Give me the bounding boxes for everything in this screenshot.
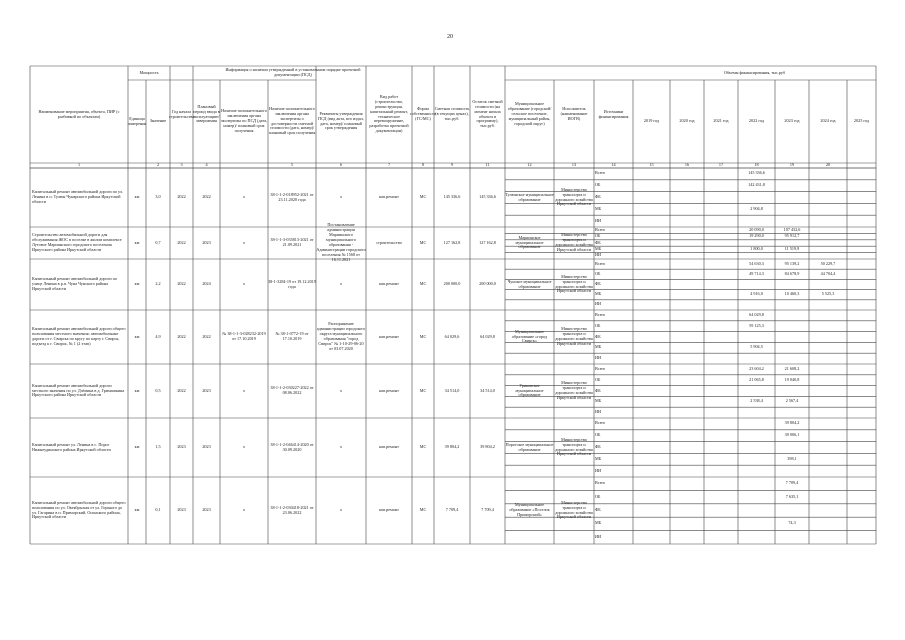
row-source: Всего xyxy=(595,420,606,426)
row-source: МБ xyxy=(595,344,602,350)
row-finance-value: 49 714,3 xyxy=(749,270,764,276)
header-year: 2022 год xyxy=(748,118,765,124)
row-estimate-cost: 34 514,0 xyxy=(444,387,460,393)
row-source: ФБ xyxy=(595,239,601,245)
row-estimate: 38-1-1-2-030418-2021 от 23.06.2022 xyxy=(270,504,314,515)
row-estimate-cost: 39 804,2 xyxy=(444,444,460,450)
row-finance-value: 59 125,3 xyxy=(749,322,764,328)
row-expertise: х xyxy=(242,444,246,450)
row-name: Строительство автомобильной дороги для обслуживания ЖОС в поселке в жилом комплексе Лутовое Мариинского городского поселения Иркутского района Иркутской области xyxy=(32,232,122,252)
row-end-year: 2023 xyxy=(202,444,211,450)
row-value: 1,5 xyxy=(155,444,161,450)
row-remaining-cost: 127 162,8 xyxy=(479,239,496,245)
row-estimate-cost: 127 162,8 xyxy=(443,239,461,245)
header-pd-expertise: Наличие положительного заключения органа экспертизы по ПСД (дата, номер)/ плановый срок получения xyxy=(220,108,268,133)
row-estimate: 38-1-1-2-030227-2022 от 08.06.2022 xyxy=(270,385,314,395)
row-source: ФБ xyxy=(595,333,601,339)
row-name: Капитальный ремонт автомобильной дороги общего пользования местного значения: автомобильные дороги от г. Свирска по кругу по карту г. Свирск, подъезд к г. Свирск, № 1 (2 этап) xyxy=(32,326,126,346)
row-finance-value: 2 567,4 xyxy=(785,398,799,404)
row-source: МБ xyxy=(595,455,602,461)
row-end-year: 2022 xyxy=(202,194,211,200)
row-estimate-cost: 200 000,0 xyxy=(443,281,461,287)
row-finance-value: 20 090,0 xyxy=(749,226,764,232)
row-ownership: МС xyxy=(419,507,427,513)
row-remaining-cost: 39 804,2 xyxy=(480,444,495,450)
row-estimate-cost: 64 029,6 xyxy=(444,333,460,339)
column-number: 18 xyxy=(754,162,759,168)
column-number: 6 xyxy=(339,162,343,168)
row-end-year: 2023 xyxy=(202,387,211,393)
row-approval: х xyxy=(339,444,343,450)
column-number: 2 xyxy=(156,162,160,168)
header-plan-period: Плановый период ввода в эксплуатацию/ завершения xyxy=(193,103,220,124)
header-year: 2025 год xyxy=(853,118,870,124)
row-ownership: МС xyxy=(419,281,427,287)
row-estimate: 38-1-1-2-046414-2020 от 30.09.2020 xyxy=(270,441,314,452)
row-finance-value: 39 804,2 xyxy=(784,420,800,426)
row-source: Всего xyxy=(595,365,606,371)
row-source: ОБ xyxy=(595,233,601,239)
column-number: 11 xyxy=(485,162,490,168)
row-end-year: 2022 xyxy=(202,333,211,339)
row-finance-value: 4 916,0 xyxy=(750,291,763,297)
row-end-year: 2023 xyxy=(202,239,211,245)
row-approval: х xyxy=(339,281,343,287)
row-remaining-cost: 34 514,0 xyxy=(480,387,495,393)
row-source: ФБ xyxy=(595,444,601,450)
row-ownership: МС xyxy=(419,444,427,450)
row-start-year: 2022 xyxy=(177,387,186,393)
row-expertise: х xyxy=(242,281,246,287)
row-start-year: 2022 xyxy=(177,281,186,287)
column-number: 14 xyxy=(611,162,616,168)
row-finance-value: 84 678,9 xyxy=(784,270,800,276)
row-name: Капитальный ремонт автомобильной дороги местного значения по ул. Дзёмина в д. Гримашкина Иркутского района Иркутской области xyxy=(32,382,125,398)
row-finance-value: 21 065,8 xyxy=(749,376,764,382)
row-unit: км xyxy=(134,333,140,339)
header-pd-estimate: Наличие положительного заключения органа экспертизы о достоверности сметной стоимости (дата, номер)/ плановый срок получения xyxy=(268,105,316,136)
row-finance-value: 23 604,2 xyxy=(749,365,764,371)
row-executor: Министерство транспорта и дорожного хозяйства Иркутской области xyxy=(555,326,593,346)
header-name: Наименование мероприятия, объекта, ПИР (с разбивкой по объектам) xyxy=(38,108,120,119)
row-name: Капитальный ремонт ул. Ленина в с. Порог Нижнеудинского района Иркутской области xyxy=(32,441,111,452)
row-work-type: кап.ремонт xyxy=(379,444,399,450)
row-name: Капитальный ремонт автомобильной дороги общего пользования по ул. Октябрьская от ул. Горького до ул. Гагарина в п. Приморский, Осинского района, Иркутской области xyxy=(32,499,126,520)
row-source: ФБ xyxy=(595,507,601,513)
row-work-type: кап.ремонт xyxy=(379,507,399,513)
row-approval: Постановление администрации Мариинского муниципального образования - Администрации городского поселения № 1568 от 16.11.2021 xyxy=(316,222,366,262)
row-name: Капитальный ремонт автомобильной дороги по улице Ленина в р.п. Чуна Чунского района Иркутской области xyxy=(32,276,117,291)
row-municipality: Мариинское муниципальное образование xyxy=(515,234,544,250)
row-estimate: 38-1-1-2-018952-2021 от 23.11.2020 года xyxy=(270,191,314,202)
row-source: ОБ xyxy=(595,493,601,499)
row-municipality: Чунское муниципальное образование xyxy=(507,278,552,289)
row-source: Всего xyxy=(595,311,606,317)
row-expertise: № 38-1-1-3-028232-2019 от 17.10.2019 xyxy=(222,331,266,341)
row-expertise: х xyxy=(242,194,246,200)
row-remaining-cost: 7 709,4 xyxy=(481,507,494,513)
header-year: 2023 год xyxy=(784,118,800,124)
row-unit: км xyxy=(134,507,140,513)
row-unit: км xyxy=(134,194,140,200)
row-work-type: кап.ремонт xyxy=(379,387,399,393)
column-number: 13 xyxy=(571,162,577,168)
row-finance-value: 398,1 xyxy=(787,455,797,461)
row-remaining-cost: 145 336,6 xyxy=(479,194,496,200)
row-approval: х xyxy=(339,194,343,200)
row-finance-value: 7 709,4 xyxy=(785,480,799,486)
row-start-year: 2023 xyxy=(177,507,186,513)
row-finance-value: 44 704,4 xyxy=(820,270,836,276)
row-source: ИИ xyxy=(595,252,602,258)
header-year: 2019 год xyxy=(643,118,660,124)
column-number: 3 xyxy=(180,162,183,168)
row-ownership: МС xyxy=(419,239,427,245)
row-ownership: МС xyxy=(419,387,427,393)
row-value: 3,0 xyxy=(155,194,161,200)
row-municipality: Муниципальное образование «город Свирск» xyxy=(511,328,548,344)
row-source: ИИ xyxy=(595,355,602,361)
row-source: ФБ xyxy=(595,194,601,200)
row-unit: км xyxy=(134,444,140,450)
row-source: ОБ xyxy=(595,182,601,188)
column-number: 8 xyxy=(421,162,425,168)
row-source: ИИ xyxy=(595,467,602,473)
row-source: ИИ xyxy=(595,409,602,415)
column-number: 1 xyxy=(77,162,81,168)
header-source: Источники финансирования xyxy=(598,108,629,119)
row-finance-value: 1 800,0 xyxy=(750,245,763,251)
row-municipality: Уриковское муниципальное образование xyxy=(515,382,544,398)
row-value: 4,9 xyxy=(155,333,161,339)
row-source: МБ xyxy=(595,245,602,251)
row-source: МБ xyxy=(595,205,602,211)
header-year: 2020 год xyxy=(679,118,695,124)
row-municipality: Тулюнское муниципальное образование xyxy=(505,191,554,202)
row-source: ОБ xyxy=(595,376,601,382)
row-source: ОБ xyxy=(595,322,601,328)
row-source: ИИ xyxy=(595,533,602,539)
row-start-year: 2023 xyxy=(177,444,186,450)
row-executor: Министерство транспорта и дорожного хозяйства Иркутской области xyxy=(555,499,593,520)
row-end-year: 2024 xyxy=(202,281,211,287)
row-remaining-cost: 200 000,0 xyxy=(479,281,496,287)
row-work-type: кап.ремонт xyxy=(379,333,399,339)
row-executor: Министерство транспорта и дорожного хозяйства Иркутской области xyxy=(555,273,593,294)
row-executor: Министерство транспорта и дорожного хозяйства Иркутской области xyxy=(555,436,593,457)
row-finance-value: 10 460,3 xyxy=(784,291,800,297)
row-start-year: 2022 xyxy=(177,239,186,245)
row-ownership: МС xyxy=(419,333,427,339)
column-number: 4 xyxy=(205,162,208,168)
row-value: 0,5 xyxy=(155,387,161,393)
row-approval: Распоряжение администрации городского округа муниципального образования "город Свирск" № 1-10-29-06-20 от 03.07.2020 xyxy=(316,321,366,351)
row-finance-value: 19 290,0 xyxy=(749,233,764,239)
row-unit: км xyxy=(134,281,140,287)
row-source: МБ xyxy=(595,398,602,404)
row-value: 0,7 xyxy=(155,239,161,245)
column-number: 7 xyxy=(387,162,391,168)
row-work-type: кап.ремонт xyxy=(379,194,399,200)
row-approval: х xyxy=(339,507,343,513)
row-finance-value: 21 608,2 xyxy=(784,365,800,371)
header-year: 2024 год xyxy=(820,118,836,124)
row-executor: Министерство транспорта и дорожного хозяйства Иркутской области xyxy=(555,380,593,400)
row-work-type: строительство xyxy=(376,239,402,245)
header-power-unit: Единица измерения xyxy=(127,115,147,126)
header-work-type: Вид работ (строительство, реконструкция, капитальный ремонт, техническое перевооружение, разработка проектной документации) xyxy=(369,93,409,134)
row-source: ОБ xyxy=(595,432,601,438)
header-power-value: Значение xyxy=(149,118,167,124)
column-number: 16 xyxy=(684,162,690,168)
row-finance-value: 2 904,8 xyxy=(750,205,763,211)
row-executor: Министерство транспорта и дорожного хозяйства Иркутской области xyxy=(555,232,593,252)
row-source: МБ xyxy=(595,291,602,297)
row-remaining-cost: 64 029,8 xyxy=(480,333,495,339)
row-source: Всего xyxy=(595,260,606,266)
header-remaining-cost: Остаток сметной стоимости (на момент начала объекта в программу), тыс.руб. xyxy=(472,98,503,129)
row-estimate: 38-1-1-3-035813-2021 от 21.09.2021 xyxy=(270,237,314,247)
row-source: ФБ xyxy=(595,387,601,393)
column-number: 17 xyxy=(718,162,724,168)
row-finance-value: 2 538,4 xyxy=(750,398,763,404)
row-end-year: 2023 xyxy=(202,507,211,513)
row-finance-value: 54 630,3 xyxy=(749,260,764,266)
row-value: 0,1 xyxy=(155,507,161,513)
column-number: 9 xyxy=(450,162,454,168)
header-customer: Муниципальное образование (городской/сельское поселение, муниципальный район, городской округ) xyxy=(507,101,552,126)
header-pd-approval: Реквизиты утверждения ПСД (вид акта, кто издал, дата, номер)/ плановый срок утверждения xyxy=(318,110,364,131)
column-number: 12 xyxy=(527,162,532,168)
row-municipality: Муниципальное образование «Поселок Приморский» xyxy=(509,502,550,517)
row-finance-value: 95 139,2 xyxy=(784,260,800,266)
header-estimate-cost: Сметная стоимость (в текущих ценах), тыс.руб. xyxy=(434,106,470,121)
header-executor: Исполнитель (наименование ИОГВ) xyxy=(560,106,588,121)
row-expertise: х xyxy=(242,507,246,513)
row-municipality: Порогское муниципальное образование xyxy=(505,441,554,452)
row-estimate-cost: 7 709,4 xyxy=(445,507,459,513)
column-number: 5 xyxy=(290,162,294,168)
row-unit: км xyxy=(134,387,140,393)
row-finance-value: 142 431,8 xyxy=(748,182,765,188)
row-finance-value: 11 519,9 xyxy=(784,245,800,251)
row-source: ИИ xyxy=(595,217,602,223)
row-work-type: кап.ремонт xyxy=(379,281,399,287)
row-finance-value: 64 029,8 xyxy=(749,311,764,317)
row-finance-value: 39 006,1 xyxy=(784,432,800,438)
column-number: 19 xyxy=(789,162,795,168)
row-unit: км xyxy=(134,239,140,245)
header-start-year: Год начала строительства xyxy=(168,108,195,119)
header-pd-group: Информация о наличии утвержденной в установленном порядке проектной документации (ПСД) xyxy=(225,67,361,77)
row-finance-value: 95 912,7 xyxy=(784,233,800,239)
row-source: ФБ xyxy=(595,281,601,287)
row-finance-value: 107 432,6 xyxy=(783,226,801,232)
row-finance-value: 50 229,7 xyxy=(820,260,836,266)
row-source: Всего xyxy=(595,170,606,176)
header-finance-group: Объемы финансирования, тыс.руб xyxy=(723,69,786,75)
row-start-year: 2022 xyxy=(177,194,186,200)
column-number: 15 xyxy=(649,162,654,168)
row-start-year: 2022 xyxy=(177,333,186,339)
row-source: МБ xyxy=(595,520,602,526)
column-number: 20 xyxy=(825,162,831,168)
row-estimate: 38-1-3284-19 от 19.12.2019 года xyxy=(268,278,316,289)
row-finance-value: 19 040,8 xyxy=(784,376,800,382)
row-source: ОБ xyxy=(595,270,601,276)
page-number: 20 xyxy=(447,34,453,40)
row-expertise: х xyxy=(242,239,246,245)
row-finance-value: 5 904,5 xyxy=(750,344,763,350)
row-estimate: № 38-1-0772-19 от 17.10.2019 xyxy=(275,331,309,341)
row-finance-value: 5 525,3 xyxy=(821,291,835,297)
row-source: ИИ xyxy=(595,301,602,307)
row-finance-value: 74,3 xyxy=(788,520,796,526)
row-value: 2,2 xyxy=(155,281,161,287)
row-source: Всего xyxy=(595,226,606,232)
header-year: 2021 год xyxy=(713,118,729,124)
row-executor: Министерство транспорта и дорожного хозяйства Иркутской области xyxy=(555,186,593,207)
row-finance-value: 145 336,6 xyxy=(748,170,765,176)
row-name: Капитальный ремонт автомобильной дороги по ул. Ленина в п. Тулюн Чунарского района Иркутской области xyxy=(32,189,124,204)
row-ownership: МС xyxy=(419,194,427,200)
header-ownership: Форма собственности (ГС/МС) xyxy=(409,106,437,121)
row-finance-value: 7 635,1 xyxy=(785,493,799,499)
row-estimate-cost: 145 336,6 xyxy=(443,194,461,200)
row-approval: х xyxy=(339,387,343,393)
row-expertise: х xyxy=(242,387,246,393)
row-source: Всего xyxy=(595,480,606,486)
header-power: Мощность xyxy=(139,69,159,75)
